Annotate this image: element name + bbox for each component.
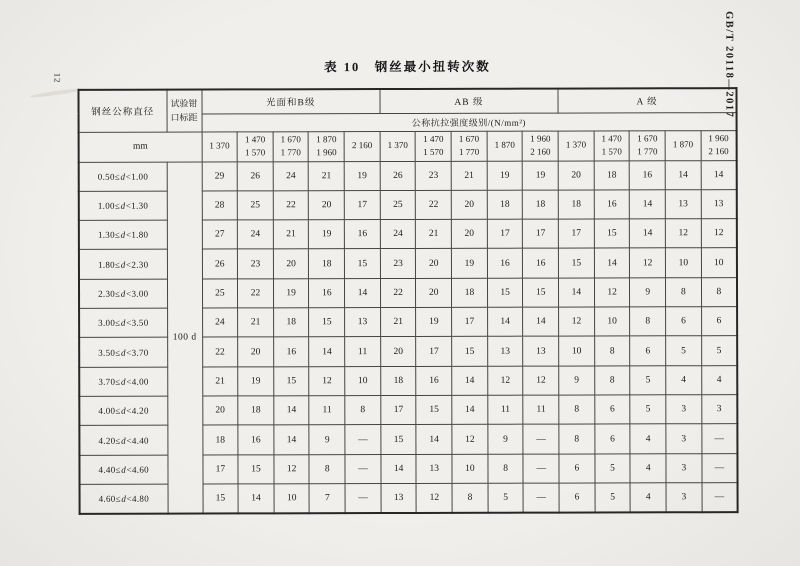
- range-part: ≤: [115, 318, 121, 329]
- diameter-range-label: [80, 484, 168, 514]
- range-part: <: [126, 376, 132, 387]
- table-title: 表 10 钢丝最小扭转次数: [324, 59, 491, 75]
- torsion-count-cell: 8: [594, 336, 630, 365]
- torsion-count-cell: 29: [202, 161, 238, 190]
- torsion-count-cell: 10: [665, 248, 701, 277]
- torsion-count-cell: 20: [238, 337, 274, 366]
- range-part: 3.50: [98, 347, 116, 358]
- torsion-count-cell: 14: [416, 425, 452, 454]
- torsion-count-cell: 17: [416, 337, 452, 366]
- diameter-range-label: [79, 396, 167, 426]
- torsion-count-cell: 16: [630, 160, 666, 189]
- diameter-range-label: [79, 250, 167, 280]
- torsion-count-cell: 12: [274, 455, 310, 484]
- torsion-count-cell: 10: [345, 366, 381, 395]
- torsion-count-cell: 25: [237, 191, 273, 220]
- header-row-groups: [78, 88, 736, 114]
- group-header-a: A 级: [558, 88, 736, 112]
- torsion-count-cell: 20: [380, 337, 416, 366]
- torsion-count-cell: 18: [273, 308, 309, 337]
- torsion-count-cell: 3: [666, 395, 702, 424]
- torsion-count-cell: 3: [666, 483, 702, 512]
- torsion-count-cell: 21: [309, 161, 345, 190]
- torsion-count-cell: 23: [380, 249, 416, 278]
- torsion-count-cell: 19: [452, 249, 488, 278]
- torsion-count-cell: 4: [666, 366, 702, 395]
- torsion-count-cell: 6: [559, 483, 595, 512]
- diameter-range-label: [79, 191, 167, 221]
- range-part: 4.40: [131, 435, 149, 446]
- torsion-count-cell: 16: [273, 337, 309, 366]
- torsion-count-cell: 14: [274, 396, 310, 425]
- torsion-count-cell: 20: [273, 249, 309, 278]
- range-part: <: [126, 435, 132, 446]
- torsion-count-cell: 13: [523, 337, 559, 366]
- torsion-count-cell: 20: [451, 190, 487, 219]
- diameter-range-label: [79, 162, 167, 192]
- torsion-count-cell: 24: [202, 308, 238, 337]
- diameter-range-label: [79, 455, 167, 485]
- torsion-count-cell: 23: [238, 249, 274, 278]
- torsion-count-cell: 15: [381, 425, 417, 454]
- torsion-count-cell: 8: [559, 424, 595, 453]
- range-part: d: [120, 259, 126, 270]
- torsion-count-cell: 10: [274, 484, 310, 513]
- torsion-count-cell: 13: [665, 190, 701, 219]
- torsion-count-cell: 15: [274, 367, 310, 396]
- torsion-count-cell: 26: [202, 249, 238, 278]
- torsion-count-cell: —: [345, 454, 381, 483]
- range-part: 4.60: [131, 464, 149, 475]
- range-part: <: [125, 200, 132, 211]
- torsion-count-cell: —: [523, 454, 559, 483]
- torsion-count-cell: 9: [309, 425, 345, 454]
- torsion-count-cell: 16: [523, 249, 559, 278]
- range-part: d: [120, 200, 126, 211]
- torsion-count-cell: 9: [630, 278, 666, 307]
- range-part: <: [126, 347, 132, 358]
- torsion-count-cell: 8: [559, 395, 595, 424]
- torsion-count-cell: 4: [630, 424, 666, 453]
- range-part: <: [126, 493, 133, 504]
- torsion-count-cell: 14: [452, 395, 488, 424]
- strength-value: 1 670 1 770: [629, 130, 665, 160]
- torsion-count-cell: 14: [559, 278, 595, 307]
- torsion-count-cell: 5: [488, 483, 524, 512]
- torsion-count-cell: 15: [309, 308, 345, 337]
- torsion-count-cell: 7: [309, 484, 345, 513]
- torsion-count-cell: 11: [488, 395, 524, 424]
- range-part: 1.80: [131, 229, 149, 241]
- torsion-count-cell: 11: [345, 337, 381, 366]
- torsion-count-cell: 21: [238, 308, 274, 337]
- torsion-count-cell: —: [523, 425, 559, 454]
- torsion-count-cell: 25: [380, 190, 416, 219]
- torsion-count-cell: 18: [558, 190, 594, 219]
- torsion-count-cell: 14: [452, 366, 488, 395]
- torsion-count-cell: 18: [202, 425, 238, 454]
- range-part: <: [126, 405, 132, 416]
- torsion-count-cell: 14: [238, 484, 274, 513]
- strength-value: 1 370: [202, 131, 238, 161]
- range-part: ≤: [114, 200, 121, 211]
- torsion-count-cell: 5: [666, 336, 702, 365]
- strength-value: 1 870: [487, 131, 523, 161]
- torsion-count-cell: 15: [558, 248, 594, 277]
- torsion-count-cell: 17: [344, 190, 380, 219]
- range-part: 1.30: [97, 230, 115, 241]
- range-part: ≤: [115, 288, 121, 299]
- range-part: d: [121, 464, 127, 475]
- torsion-count-cell: 26: [380, 161, 416, 190]
- range-part: ≤: [115, 376, 121, 387]
- torsion-count-cell: 5: [630, 395, 666, 424]
- torsion-count-cell: 22: [416, 190, 452, 219]
- torsion-count-cell: 19: [309, 220, 345, 249]
- range-part: d: [121, 435, 127, 446]
- torsion-count-cell: 14: [630, 190, 666, 219]
- torsion-count-cell: 14: [594, 248, 630, 277]
- range-part: 2.30: [98, 288, 116, 299]
- torsion-count-cell: 22: [273, 191, 309, 220]
- torsion-count-cell: 17: [558, 219, 594, 248]
- range-part: ≤: [115, 435, 121, 446]
- strength-value: 1 960 2 160: [701, 130, 737, 160]
- torsion-count-cell: 6: [666, 307, 702, 336]
- table-body: [79, 160, 738, 514]
- torsion-count-cell: 12: [309, 366, 345, 395]
- strength-value: 1 670 1 770: [451, 131, 487, 161]
- torsion-count-cell: 24: [237, 220, 273, 249]
- range-part: 3.70: [98, 376, 116, 387]
- diameter-range-label: [79, 338, 167, 368]
- torsion-count-cell: 17: [381, 396, 417, 425]
- torsion-count-cell: 3: [701, 395, 737, 424]
- torsion-count-cell: 26: [237, 161, 273, 190]
- torsion-count-cell: 19: [273, 279, 309, 308]
- range-part: 4.00: [98, 406, 116, 417]
- range-part: <: [126, 259, 132, 270]
- torsion-count-cell: 14: [487, 307, 523, 336]
- strength-value: 1 470 1 570: [416, 131, 452, 161]
- strength-value: 1 470 1 570: [594, 130, 630, 160]
- range-part: <: [126, 288, 132, 299]
- torsion-count-cell: 17: [523, 219, 559, 248]
- range-part: 4.00: [131, 376, 149, 387]
- tensile-strength-label: 公称抗拉强度级别/(N/mm²): [202, 112, 737, 131]
- range-part: <: [125, 171, 132, 182]
- torsion-count-cell: 9: [559, 366, 595, 395]
- torsion-count-cell: 15: [452, 337, 488, 366]
- range-part: d: [120, 347, 126, 358]
- range-part: 1.30: [131, 200, 149, 211]
- scan-artifact: [29, 87, 84, 99]
- torsion-count-cell: 8: [594, 366, 630, 395]
- torsion-count-cell: 22: [380, 278, 416, 307]
- torsion-count-cell: 12: [594, 278, 630, 307]
- range-part: <: [126, 464, 132, 475]
- table-row: [79, 160, 737, 191]
- range-part: 3.70: [131, 347, 149, 358]
- torsion-count-cell: 18: [487, 190, 523, 219]
- strength-value: 1 370: [380, 131, 416, 161]
- range-part: 1.80: [97, 259, 115, 270]
- torsion-count-cell: 15: [345, 249, 381, 278]
- torsion-count-cell: 8: [452, 483, 488, 512]
- torsion-count-cell: 18: [380, 366, 416, 395]
- torsion-count-cell: 6: [630, 336, 666, 365]
- torsion-count-cell: 4: [630, 454, 666, 483]
- torsion-count-cell: 13: [487, 337, 523, 366]
- range-part: 3.50: [131, 317, 149, 328]
- range-part: ≤: [115, 347, 121, 358]
- torsion-count-cell: 18: [309, 249, 345, 278]
- torsion-count-cell: 10: [701, 248, 737, 277]
- torsion-count-cell: 4: [630, 483, 666, 512]
- torsion-count-cell: 14: [523, 307, 559, 336]
- torsion-count-cell: 17: [452, 307, 488, 336]
- torsion-count-cell: 20: [309, 190, 345, 219]
- range-part: 2.30: [131, 259, 149, 270]
- range-part: d: [121, 493, 127, 504]
- group-header-ab: AB 级: [380, 89, 558, 113]
- torsion-count-cell: 12: [452, 425, 488, 454]
- torsion-count-cell: 6: [595, 395, 631, 424]
- range-part: 3.00: [131, 288, 149, 299]
- torsion-count-cell: 14: [630, 219, 666, 248]
- torsion-count-cell: 3: [666, 453, 702, 482]
- standard-code-spine: GB/T 20118—2017: [723, 11, 735, 119]
- range-part: 0.50: [97, 171, 115, 182]
- torsion-count-cell: 21: [202, 367, 238, 396]
- torsion-count-cell: 16: [344, 220, 380, 249]
- torsion-count-cell: 6: [595, 424, 631, 453]
- torsion-count-cell: 14: [309, 337, 345, 366]
- col-header-diameter: 钢丝公称直径: [78, 90, 166, 132]
- range-part: d: [121, 376, 126, 387]
- torsion-count-cell: 14: [665, 160, 701, 189]
- torsion-count-cell: 11: [523, 395, 559, 424]
- range-part: ≤: [115, 406, 121, 417]
- torsion-count-cell: 18: [523, 190, 559, 219]
- range-part: <: [126, 317, 132, 329]
- range-part: 4.80: [132, 493, 149, 504]
- range-part: 1.00: [97, 200, 115, 211]
- torsion-count-cell: 3: [666, 424, 702, 453]
- torsion-count-cell: 15: [487, 278, 523, 307]
- torsion-count-cell: 14: [274, 425, 310, 454]
- torsion-count-cell: 12: [487, 366, 523, 395]
- page-number: 12: [52, 72, 63, 84]
- torsion-count-cell: 27: [202, 220, 238, 249]
- range-part: d: [121, 405, 126, 417]
- strength-value: 1 870 1 960: [309, 131, 345, 161]
- strength-value: 1 370: [558, 130, 594, 160]
- range-part: 4.20: [98, 435, 116, 446]
- torsion-count-cell: 12: [665, 219, 701, 248]
- range-part: ≤: [114, 259, 121, 270]
- torsion-count-cell: 19: [238, 367, 274, 396]
- torsion-count-cell: 22: [202, 337, 238, 366]
- torsion-count-cell: 6: [701, 307, 737, 336]
- torsion-count-cell: 5: [701, 336, 737, 365]
- diameter-range-label: [79, 426, 167, 456]
- torsion-count-cell: 18: [238, 396, 274, 425]
- torsion-count-cell: 25: [202, 279, 238, 308]
- strength-value: 1 470 1 570: [237, 131, 273, 161]
- diameter-range-label: [79, 279, 167, 309]
- torsion-count-cell: 18: [594, 160, 630, 189]
- torsion-count-cell: 15: [203, 484, 239, 513]
- torsion-count-cell: —: [702, 424, 738, 453]
- torsion-count-cell: 20: [416, 249, 452, 278]
- torsion-count-cell: 4: [701, 365, 737, 394]
- torsion-count-cell: 18: [452, 278, 488, 307]
- torsion-count-cell: 13: [345, 308, 381, 337]
- torsion-count-cell: 8: [630, 307, 666, 336]
- torsion-count-cell: 21: [273, 220, 309, 249]
- torsion-count-cell: 8: [345, 396, 381, 425]
- range-part: d: [120, 171, 126, 182]
- strength-value: 2 160: [344, 131, 380, 161]
- torsion-count-cell: 20: [558, 160, 594, 189]
- torsion-count-cell: —: [702, 483, 738, 512]
- torsion-count-cell: 12: [559, 307, 595, 336]
- torsion-count-cell: 19: [523, 161, 559, 190]
- header-row-strength-values: [79, 130, 737, 162]
- torsion-count-cell: 21: [451, 161, 487, 190]
- diameter-range-label: [79, 367, 167, 397]
- torsion-count-cell: 16: [487, 249, 523, 278]
- torsion-count-cell: 17: [487, 219, 523, 248]
- unit-cell: mm: [79, 132, 202, 162]
- torsion-count-cell: 5: [630, 366, 666, 395]
- col-header-gauge: 试验钳 口标距: [166, 90, 201, 132]
- torsion-count-cell: 13: [381, 484, 417, 513]
- torsion-count-cell: —: [345, 425, 381, 454]
- torsion-count-cell: 12: [701, 219, 737, 248]
- torsion-count-cell: 8: [701, 277, 737, 306]
- range-part: ≤: [114, 230, 121, 241]
- torsion-count-cell: 10: [452, 454, 488, 483]
- torsion-count-cell: 8: [666, 278, 702, 307]
- gauge-length-cell: 100 d: [167, 162, 203, 514]
- torsion-count-cell: 12: [523, 366, 559, 395]
- torsion-count-cell: 15: [238, 455, 274, 484]
- range-part: ≤: [114, 171, 120, 182]
- torsion-count-cell: 14: [381, 454, 417, 483]
- torsion-count-cell: 16: [594, 190, 630, 219]
- range-part: <: [125, 230, 132, 241]
- torsion-count-cell: 5: [595, 454, 631, 483]
- torsion-count-cell: 15: [594, 219, 630, 248]
- torsion-count-cell: 16: [238, 425, 274, 454]
- torsion-count-cell: 28: [202, 191, 238, 220]
- torsion-count-cell: 12: [630, 248, 666, 277]
- torsion-count-cell: 21: [416, 220, 452, 249]
- torsion-count-cell: 19: [344, 161, 380, 190]
- torsion-count-cell: 15: [523, 278, 559, 307]
- torsion-count-cell: 19: [487, 161, 523, 190]
- torsion-count-cell: 17: [202, 455, 238, 484]
- torsion-count-cell: —: [702, 453, 738, 482]
- torsion-count-cell: 8: [488, 454, 524, 483]
- torsion-count-cell: 15: [416, 395, 452, 424]
- torsion-count-cell: 21: [380, 308, 416, 337]
- torsion-count-cell: 14: [345, 278, 381, 307]
- torsion-count-cell: 10: [559, 336, 595, 365]
- torsion-count-cell: 13: [416, 454, 452, 483]
- range-part: ≤: [115, 493, 121, 504]
- torsion-count-cell: 22: [238, 279, 274, 308]
- torsion-count-table: [77, 87, 738, 515]
- range-part: 4.40: [98, 464, 116, 475]
- torsion-count-cell: 24: [380, 220, 416, 249]
- diameter-range-label: [79, 308, 167, 338]
- torsion-count-cell: 16: [416, 366, 452, 395]
- torsion-count-cell: 19: [416, 308, 452, 337]
- torsion-count-cell: 20: [416, 278, 452, 307]
- torsion-count-cell: 23: [416, 161, 452, 190]
- torsion-count-cell: 10: [594, 307, 630, 336]
- torsion-count-cell: 24: [273, 161, 309, 190]
- range-part: 3.00: [98, 318, 116, 329]
- range-part: 4.60: [98, 493, 116, 504]
- strength-value: 1 870: [665, 130, 701, 160]
- group-header-plain-b: 光面和B级: [201, 89, 379, 113]
- torsion-count-cell: 6: [559, 454, 595, 483]
- range-part: d: [120, 288, 126, 299]
- torsion-count-cell: 14: [701, 160, 737, 189]
- torsion-count-cell: 9: [488, 425, 524, 454]
- torsion-count-cell: 8: [309, 454, 345, 483]
- torsion-count-cell: 13: [701, 189, 737, 218]
- diameter-range-label: [79, 220, 167, 250]
- strength-value: 1 960 2 160: [523, 131, 559, 161]
- torsion-count-cell: 11: [309, 396, 345, 425]
- torsion-count-cell: —: [523, 483, 559, 512]
- torsion-count-cell: 20: [202, 396, 238, 425]
- strength-value: 1 670 1 770: [273, 131, 309, 161]
- torsion-count-cell: 12: [416, 483, 452, 512]
- range-part: 4.20: [131, 405, 149, 416]
- range-part: ≤: [115, 464, 121, 475]
- torsion-count-cell: 16: [309, 278, 345, 307]
- torsion-count-cell: 20: [451, 219, 487, 248]
- range-part: d: [120, 230, 126, 241]
- range-part: d: [120, 318, 126, 329]
- torsion-count-cell: 5: [595, 483, 631, 512]
- range-part: 1.00: [131, 171, 149, 182]
- torsion-count-cell: —: [345, 484, 381, 513]
